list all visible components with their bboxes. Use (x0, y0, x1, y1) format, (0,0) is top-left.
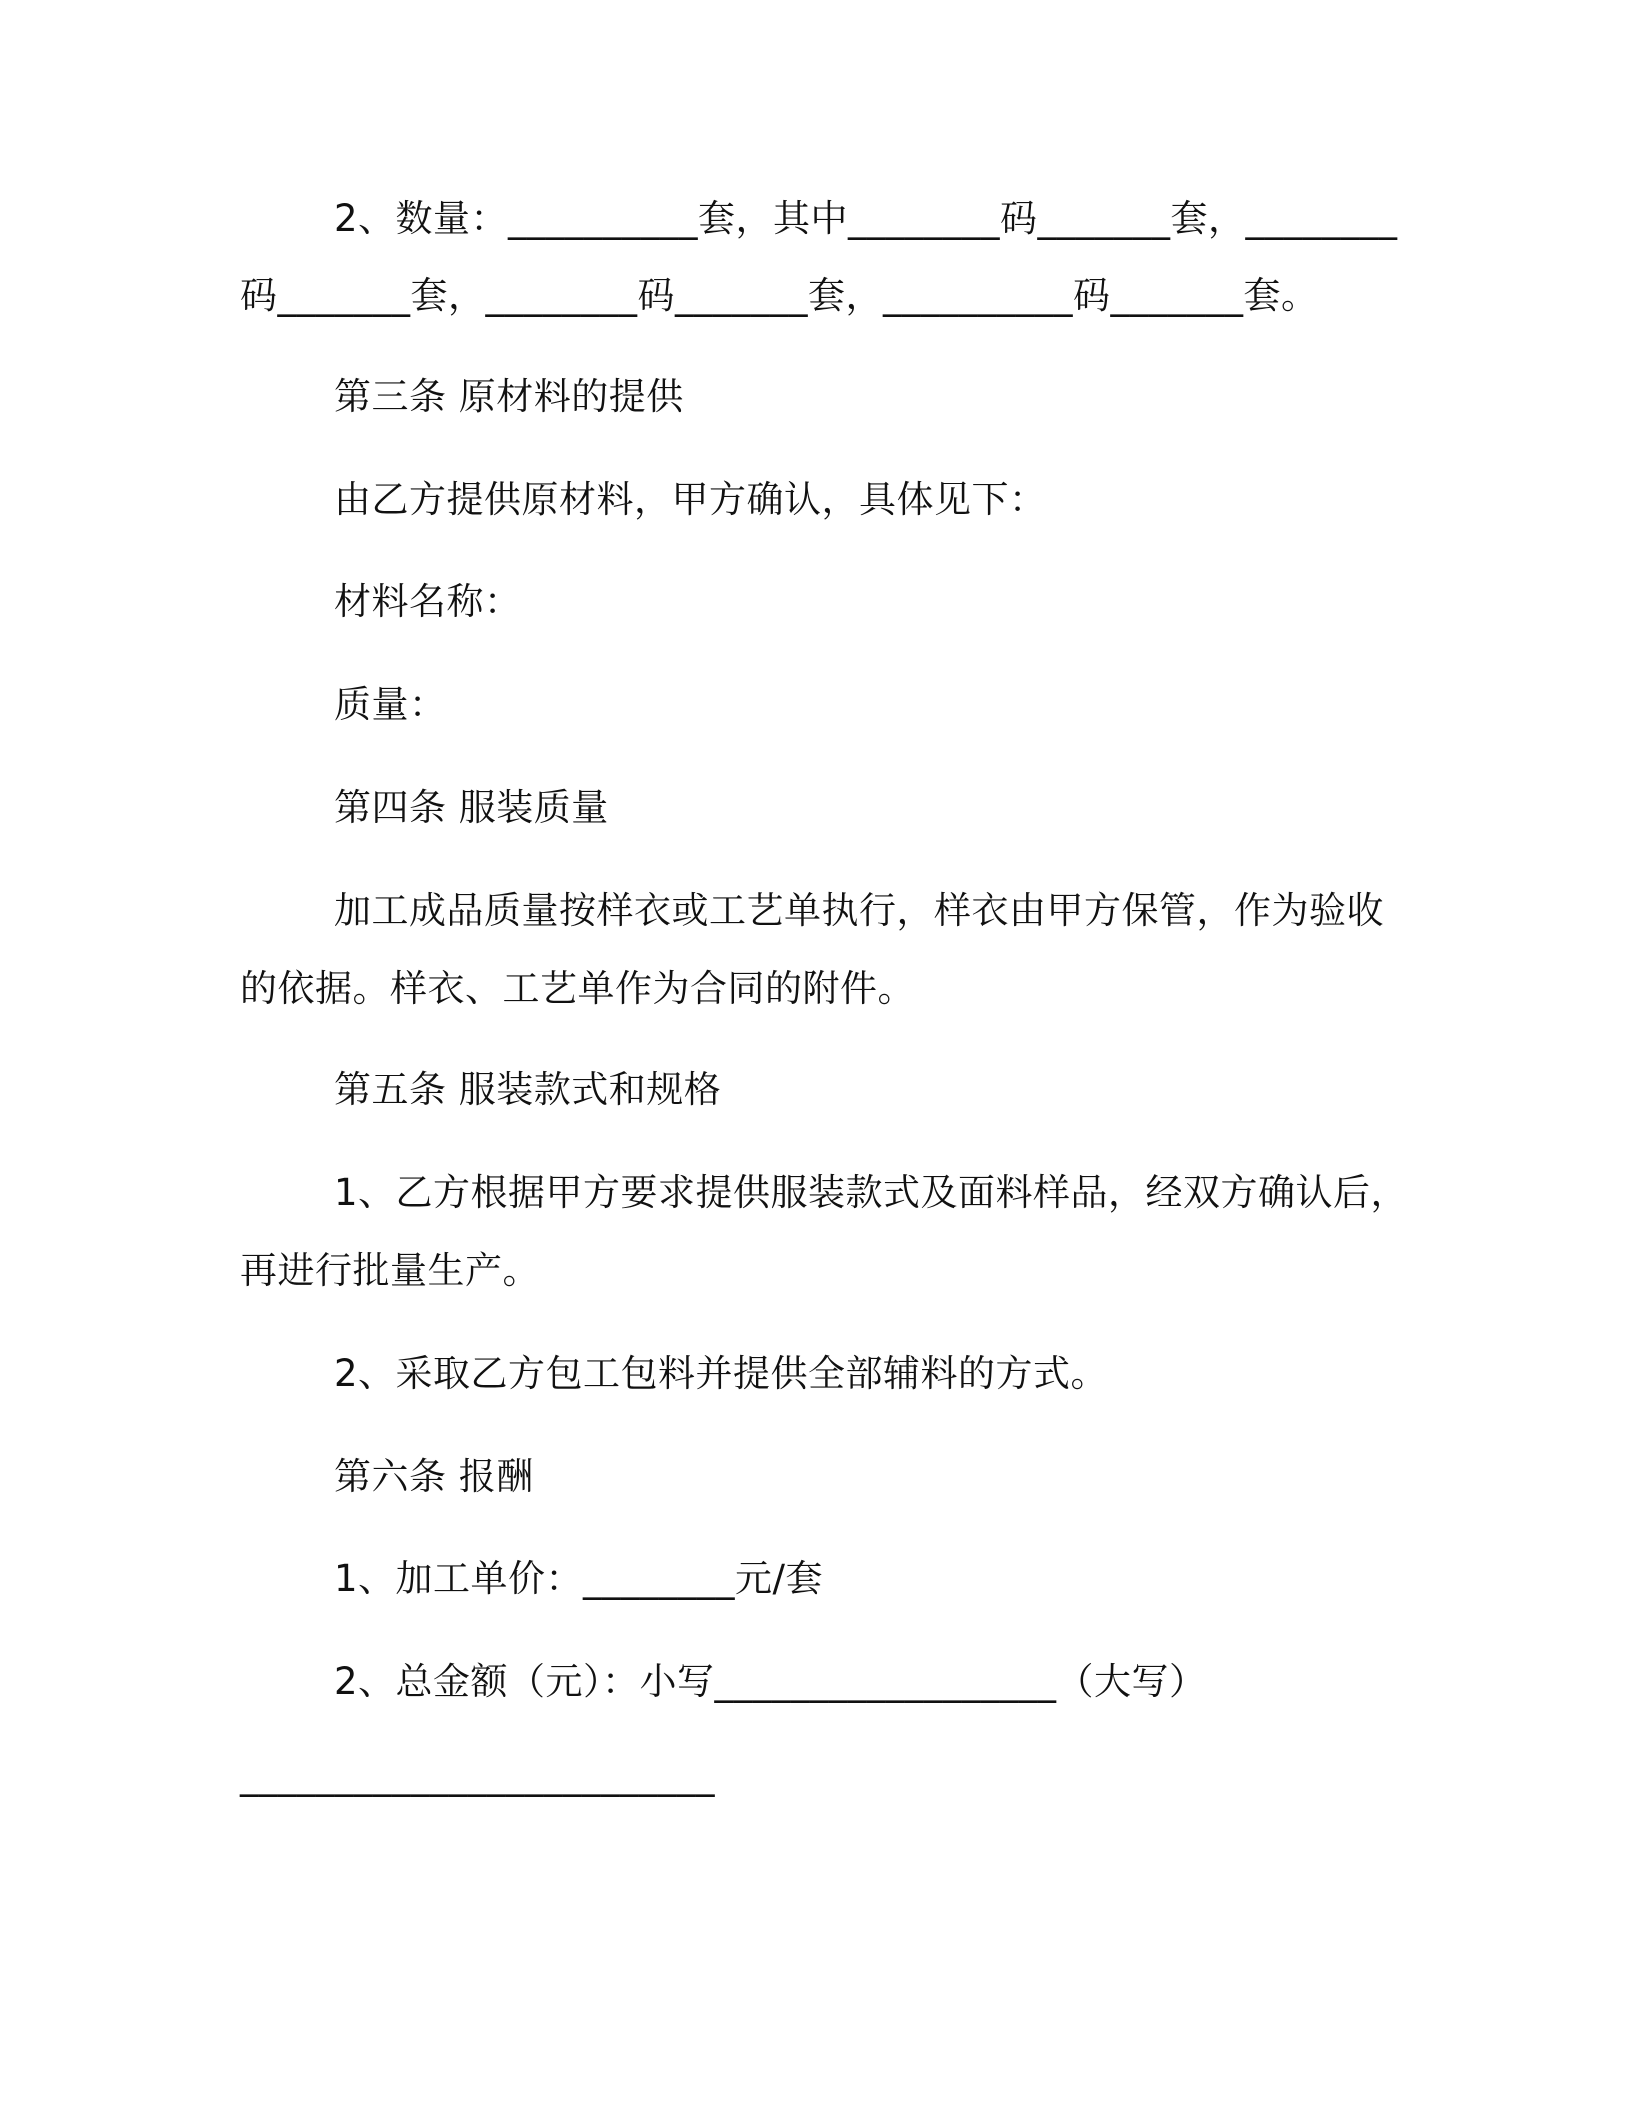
style-clause-2: 2、采取乙方包工包料并提供全部辅料的方式。 (334, 1352, 1109, 1395)
quality-paragraph: 加工成品质量按样衣或工艺单执行，样衣由甲方保管，作为验收 (334, 889, 1384, 932)
materials-paragraph: 由乙方提供原材料，甲方确认，具体见下： (334, 478, 1047, 521)
quality-label: 质量： (334, 683, 447, 726)
article-3-heading: 第三条 原材料的提供 (334, 375, 684, 418)
article-5-heading: 第五条 服装款式和规格 (334, 1068, 722, 1111)
article-4-heading: 第四条 服装质量 (334, 786, 609, 829)
quantity-line-continued: 码_______套，________码_______套，__________码_______套。 (240, 274, 1319, 317)
style-clause-1-continued: 再进行批量生产。 (240, 1249, 540, 1292)
style-clause-1: 1、乙方根据甲方要求提供服装款式及面料样品，经双方确认后， (334, 1171, 1409, 1214)
quantity-line: 2、数量：__________套，其中________码_______套，________ (334, 197, 1398, 240)
material-name-label: 材料名称： (334, 580, 522, 623)
article-6-heading: 第六条 报酬 (334, 1455, 534, 1498)
total-amount-line: 2、总金额（元）：小写__________________（大写） (334, 1660, 1207, 1703)
total-amount-blank: _________________________ (240, 1754, 715, 1797)
unit-price-line: 1、加工单价：________元/套 (334, 1557, 824, 1600)
quality-paragraph-continued: 的依据。样衣、工艺单作为合同的附件。 (240, 967, 915, 1010)
